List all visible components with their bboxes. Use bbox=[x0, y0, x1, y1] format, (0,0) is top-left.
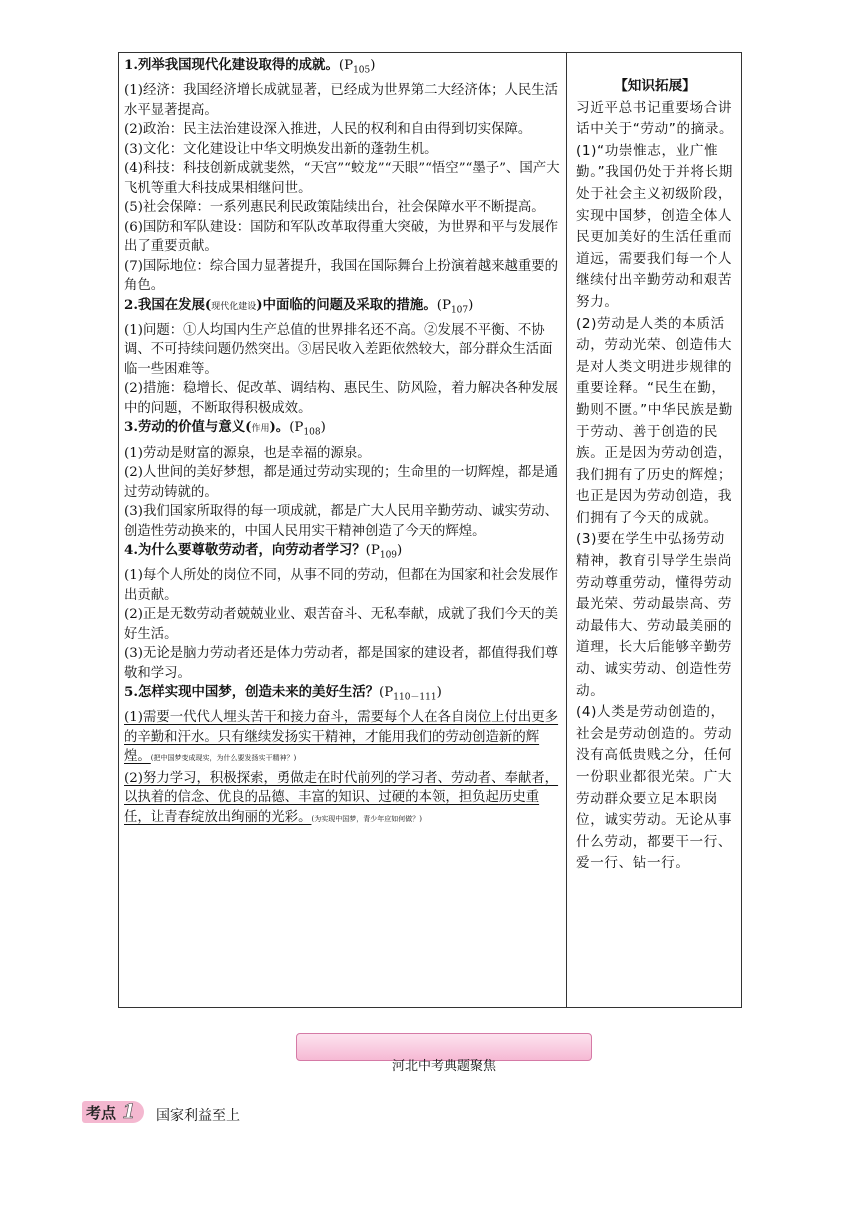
list-item: (1)劳动是财富的源泉，也是幸福的源泉。 bbox=[124, 445, 371, 461]
list-item: (5)社会保障：一系列惠民利民政策陆续出台，社会保障水平不断提高。 bbox=[124, 200, 545, 216]
side-title: 【知识拓展】 bbox=[614, 78, 696, 94]
list-item: (1)每个人所处的岗位不同，从事不同的劳动，但都在为国家和社会发展作出贡献。 bbox=[124, 568, 559, 603]
heading-1: 1.列举我国现代化建设取得的成就。$(P_{105})$ bbox=[124, 57, 376, 76]
side-paragraph: (3)要在学生中弘扬劳动精神，教育引导学生崇尚劳动尊重劳动，懂得劳动最光荣、劳动最崇高、劳动最伟大、劳动最美丽的道理，长大后能够辛勤劳动、诚实劳动、创造性劳动。 bbox=[576, 531, 733, 699]
exam-point-number: 1 bbox=[122, 1099, 136, 1123]
exam-point-title: 国家利益至上 bbox=[156, 1108, 240, 1124]
list-item: (1)经济：我国经济增长成就显著，已经成为世界第二大经济体；人民生活水平显著提高。 bbox=[124, 83, 559, 118]
heading-2: 2.我国在发展(现代化建设)中面临的问题及采取的措施。$(P_{107})$ bbox=[124, 296, 474, 316]
exam-point-badge bbox=[82, 1101, 144, 1123]
knowledge-extension-column bbox=[576, 76, 734, 875]
list-item: (3)无论是脑力劳动者还是体力劳动者，都是国家的建设者，都值得我们尊敬和学习。 bbox=[124, 646, 559, 681]
list-item bbox=[124, 708, 562, 769]
main-column bbox=[124, 56, 562, 829]
heading-4: 4.为什么要尊敬劳动者，向劳动者学习？$(P_{109})$ bbox=[124, 542, 403, 561]
list-item: (2)措施：稳增长、促改革、调结构、惠民生、防风险，着力解决各种发展中的问题，不断取得积极成效。 bbox=[124, 381, 559, 416]
section-banner-title: 河北中考典题聚焦 bbox=[391, 1059, 496, 1074]
list-item: (3)文化：文化建设让中华文明焕发出新的蓬勃生机。 bbox=[124, 141, 438, 157]
list-item: (4)科技：科技创新成就斐然，“天宫”“蛟龙”“天眼”“悟空”“墨子”、国产大飞机等重大科技成果相继问世。 bbox=[124, 161, 560, 196]
list-item: (6)国防和军队建设：国防和军队改革取得重大突破，为世界和平与发展作出了重要贡献。 bbox=[124, 219, 559, 255]
list-item: (3)我们国家所取得的每一项成就，都是广大人民用辛勤劳动、诚实劳动、创造性劳动换来的，中国人民用实干精神创造了今天的辉煌。 bbox=[124, 504, 559, 539]
underlined-text: (2)努力学习，积极探索，勇做走在时代前列的学习者、劳动者、奉献者，以执着的信念、优良的品德、丰富的知识、过硬的本领，担负起历史重任，让青春绽放出绚丽的光彩。 bbox=[124, 770, 559, 825]
heading-3: 3.劳动的价值与意义(作用)。$(P_{108})$ bbox=[124, 419, 326, 439]
list-item: (1)问题：①人均国内生产总值的世界排名还不高。②发展不平衡、不协调、不可持续问题仍然突出。③居民收入差距依然较大，部分群众生活面临一些困难等。 bbox=[124, 322, 553, 377]
side-paragraph: (4)人类是劳动创造的，社会是劳动创造的。劳动没有高低贵贱之分，任何一份职业都很光荣。广大劳动群众要立足本职岗位，诚实劳动。无论从事什么劳动，都要干一行、爱一行、钻一行。 bbox=[576, 704, 733, 872]
list-item: (2)政治：民主法治建设深入推进，人民的权利和自由得到切实保障。 bbox=[124, 122, 532, 138]
margin-note: (把中国梦变成现实，为什么要发扬实干精神？) bbox=[150, 754, 297, 763]
underlined-text: (1)需要一代代人埋头苦干和接力奋斗，需要每个人在各自岗位上付出更多的辛勤和汗水。只有继续发扬实干精神，才能用我们的劳动创造新的辉煌。 bbox=[124, 710, 559, 765]
list-item: (2)正是无数劳动者兢兢业业、艰苦奋斗、无私奉献，成就了我们今天的美好生活。 bbox=[124, 607, 559, 642]
exam-point-label: 考点 bbox=[86, 1104, 117, 1122]
heading-5: 5.怎样实现中国梦，创造未来的美好生活？$(P_{110-111})$ bbox=[124, 684, 442, 703]
side-paragraph: (2)劳动是人类的本质活动，劳动光荣、创造伟大是对人类文明进步规律的重要诠释。“民生在勤，勤则不匮。”中华民族是勤于劳动、善于创造的民族。正是因为劳动创造，我们拥有了历史的辉煌；也正是因为劳动创造，我们拥有了今天的成就。 bbox=[576, 315, 733, 526]
side-paragraph: 习近平总书记重要场合讲话中关于“劳动”的摘录。 bbox=[576, 99, 734, 138]
margin-note: (为实现中国梦，青少年应如何做？) bbox=[311, 814, 422, 823]
list-item: (7)国际地位：综合国力显著提升，我国在国际舞台上扮演着越来越重要的角色。 bbox=[124, 258, 559, 294]
side-paragraph: (1)“功崇惟志，业广惟勤。”我国仍处于并将长期处于社会主义初级阶段，实现中国梦，创造全体人民更加美好的生活任重而道远，需要我们每一个人继续付出辛勤劳动和艰苦努力。 bbox=[576, 142, 733, 310]
list-item bbox=[124, 769, 562, 830]
column-divider bbox=[566, 52, 567, 1008]
list-item: (2)人世间的美好梦想，都是通过劳动实现的；生命里的一切辉煌，都是通过劳动铸就的。 bbox=[124, 465, 559, 500]
